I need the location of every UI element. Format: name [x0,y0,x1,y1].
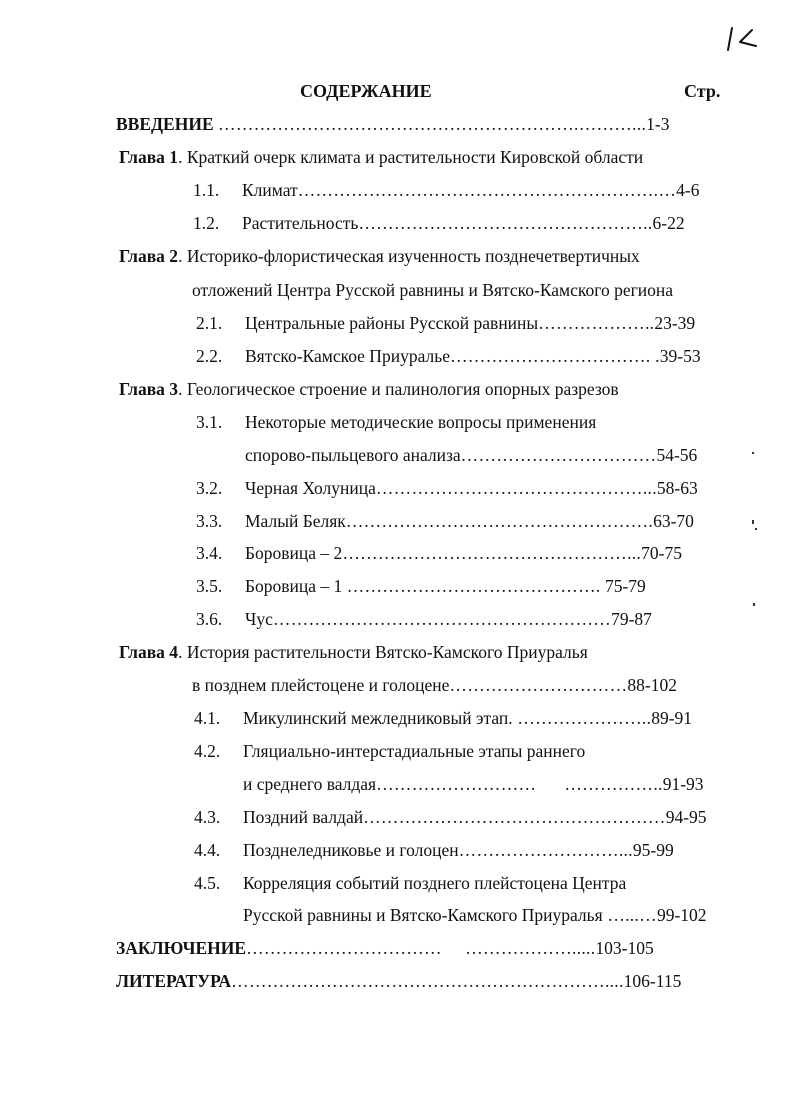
leader-dots: ……………………………. . [449,346,660,366]
leader-dots: ……………………… …………….. [376,774,663,794]
chapter-3-prefix: Глава 3 [119,379,179,399]
section-pages: 39-53 [659,346,701,366]
leader-dots: ………………………... [458,840,633,860]
toc-entry-3-1 [196,411,222,433]
section-title: Центральные районы Русской равнины [245,313,539,333]
section-pages: 89-91 [651,708,693,728]
toc-entry-2-2 [196,345,222,367]
toc-entry-3-3 [196,510,222,532]
leader-dots: …………………………… [460,445,657,465]
section-title: спорово-пыльцевого анализа [245,445,461,465]
leader-dots: …...… [602,905,657,925]
scan-speck [752,520,754,524]
section-pages: 79-87 [611,609,652,629]
toc-chapter-4-line2 [192,674,677,696]
toc-entry-3-3-text [245,510,694,532]
toc-entry-4-3-text [243,806,707,828]
toc-entry-4-2 [194,740,220,762]
toc-chapter-3 [119,378,619,400]
leader-dots: ………………………………………... [375,478,657,498]
leader-dots: …………………………………………... [342,543,642,563]
leader-dots: ………………………… [449,675,628,695]
handwritten-mark-icon [722,20,772,60]
leader-dots: ……………………………………. [346,576,601,596]
toc-entry-1-1-text [242,179,700,201]
leader-dots: ……………….. [538,313,655,333]
toc-entry-3-5-text [245,575,646,597]
toc-entry-3-1-text [245,444,697,466]
toc-entry-conclusion [116,937,654,959]
section-title: Черная Холуница [245,478,376,498]
section-4-2-title-line1: Гляциально-интерстадиальные этапы раннего [243,741,586,761]
toc-entry-3-6-text [245,608,652,630]
intro-pages: 1-3 [646,114,670,134]
section-pages: 70-75 [641,543,682,563]
section-num: 1.2. [193,213,220,233]
toc-chapter-1 [119,146,643,168]
section-title: Русской равнины и Вятско-Камского Приуралья [243,905,603,925]
handwritten-page-number [722,20,772,60]
section-title: Боровица – 2 [245,543,343,563]
chapter-4-title-line2: в позднем плейстоцене и голоцене [192,675,450,695]
section-title: Малый Беляк [245,511,346,531]
scan-speck [755,528,757,530]
section-pages: 58-63 [656,478,698,498]
section-title: Климат [242,180,298,200]
toc-chapter-4 [119,641,588,663]
toc-entry-1-1 [193,179,219,201]
toc-entry-4-4 [194,839,220,861]
chapter-4-prefix: Глава 4 [119,642,179,662]
section-title: Вятско-Камское Приуралье [245,346,450,366]
toc-title: СОДЕРЖАНИЕ [300,81,432,101]
section-pages: 91-93 [662,774,704,794]
conclusion-pages: 103-105 [595,938,654,958]
leader-dots: …………………………………………… [363,807,666,827]
toc-entry-4-3 [194,806,220,828]
section-num: 2.1. [196,313,223,333]
chapter-4-title-line1: . История растительности Вятско-Камского Приуралья [178,642,588,662]
chapter-4-pages: 88-102 [627,675,677,695]
section-pages: 95-99 [632,840,674,860]
toc-entry-3-4 [196,542,222,564]
section-num: 4.5. [194,873,221,893]
section-num: 2.2. [196,346,223,366]
section-pages: 75-79 [604,576,646,596]
scan-speck [752,452,754,454]
section-4-5-title-line1: Корреляция событий позднего плейстоцена Центра [243,873,627,893]
toc-entry-2-1 [196,312,222,334]
leader-dots: …………………………… ………………..... [246,938,596,958]
literature-label: ЛИТЕРАТУРА [116,971,232,991]
toc-entry-4-4-text [243,839,674,861]
section-title: Позднеледниковье и голоцен [243,840,459,860]
section-num: 3.3. [196,511,223,531]
toc-entry-4-2-text [243,773,704,795]
toc-entry-literature [116,970,681,992]
chapter-1-prefix: Глава 1 [119,147,179,167]
toc-entry-4-1-text [243,707,692,729]
section-num: 3.6. [196,609,223,629]
section-num: 3.2. [196,478,223,498]
toc-entry-2-1-text [245,312,695,334]
section-num: 3.1. [196,412,223,432]
section-num: 4.4. [194,840,221,860]
section-title: Растительность [242,213,359,233]
leader-dots: ………………….. [512,708,652,728]
intro-label: ВВЕДЕНИЕ [116,114,214,134]
section-num: 3.5. [196,576,223,596]
scan-speck [753,603,755,606]
chapter-2-prefix: Глава 2 [119,246,179,266]
section-pages: 99-102 [656,905,707,925]
leader-dots: ………………………………………………… [272,609,612,629]
toc-entry-1-2-text [242,212,685,234]
chapter-3-title: . Геологическое строение и палинология опорных разрезов [178,379,619,399]
section-pages: 63-70 [653,511,694,531]
leader-dots: ………………………………………….. [358,213,653,233]
conclusion-label: ЗАКЛЮЧЕНИЕ [116,938,247,958]
section-num: 1.1. [193,180,220,200]
page-column-header: Стр. [684,81,721,101]
section-num: 4.1. [194,708,221,728]
toc-entry-4-1 [194,707,220,729]
section-3-1-title-line1: Некоторые методические вопросы применения [245,412,597,432]
toc-entry-3-6 [196,608,222,630]
toc-entry-intro [116,113,669,135]
leader-dots: ……………………………………………………….... [231,971,624,991]
leader-dots: …………………………………………………….… [297,180,677,200]
toc-entry-3-2 [196,477,222,499]
chapter-1-title: . Краткий очерк климата и растительности Кировской области [178,147,644,167]
section-num: 4.2. [194,741,221,761]
chapter-2-title-line2: отложений Центра Русской равнины и Вятско-Камского региона [192,280,674,300]
section-pages: 94-95 [665,807,707,827]
section-title: Микулинский межледниковый этап. [243,708,513,728]
section-num: 4.3. [194,807,221,827]
section-title: Поздний валдай [243,807,364,827]
section-pages: 6-22 [652,213,685,233]
toc-entry-4-5 [194,872,220,894]
toc-entry-3-4-text [245,542,682,564]
section-title: и среднего валдая [243,774,377,794]
section-pages: 54-56 [656,445,698,465]
toc-entry-3-2-text [245,477,698,499]
section-pages: 4-6 [676,180,700,200]
toc-entry-3-5 [196,575,222,597]
section-num: 3.4. [196,543,223,563]
toc-chapter-2 [119,245,640,267]
section-pages: 23-39 [654,313,696,333]
literature-pages: 106-115 [623,971,682,991]
section-title: Боровица – 1 [245,576,343,596]
leader-dots: ……………………………………………. [345,511,654,531]
chapter-2-title-line1: . Историко-флористическая изученность позднечетвертичных [178,246,640,266]
toc-entry-2-2-text [245,345,701,367]
section-title: Чус [245,609,273,629]
toc-entry-1-2 [193,212,219,234]
leader-dots: …………………………………………………….………... [218,114,647,134]
toc-entry-4-5-text [243,904,707,926]
